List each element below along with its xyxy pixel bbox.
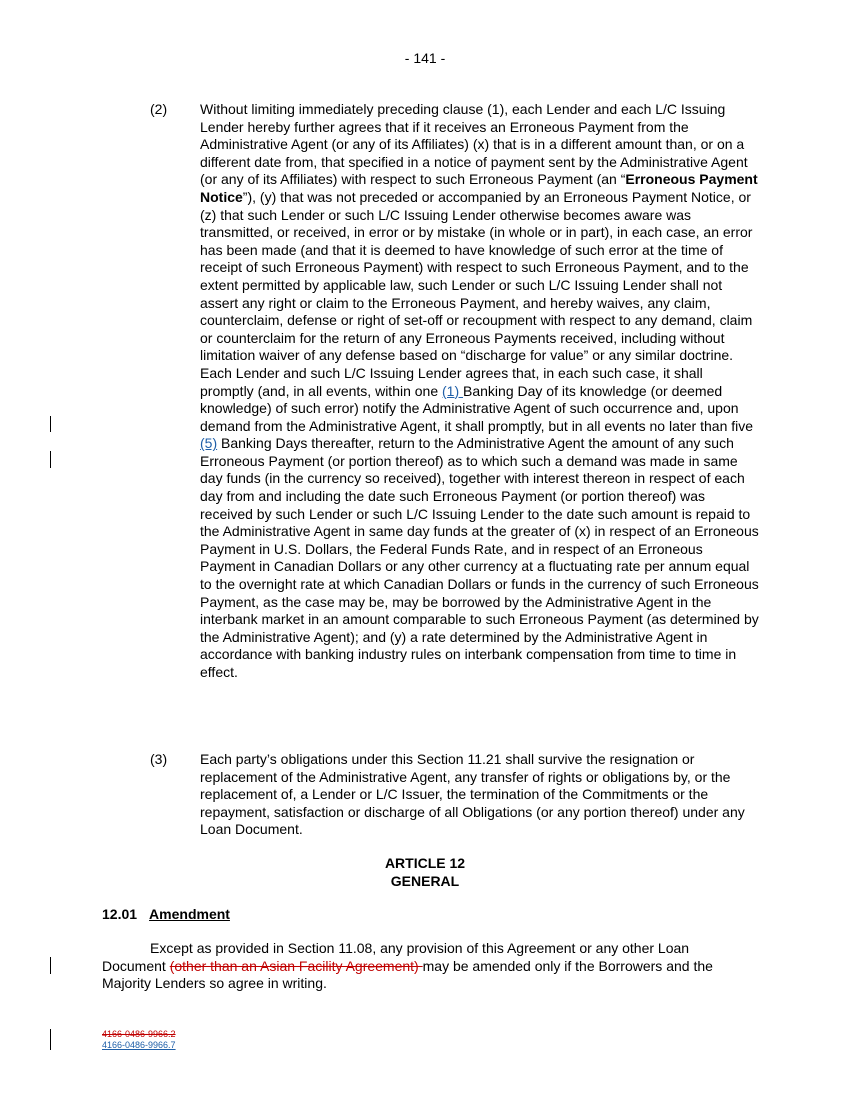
section-number: 12.01: [102, 906, 138, 922]
doc-id-old: 4166-0486-9966.2: [102, 1029, 176, 1039]
inserted-text: (1): [442, 382, 464, 399]
change-bar: [50, 451, 51, 468]
doc-id-new: 4166-0486-9966.7: [102, 1040, 176, 1050]
change-bar: [50, 1029, 51, 1050]
clause-2: [150, 101, 760, 682]
defined-term: Erroneous Payment Notice: [200, 171, 758, 205]
change-bar: [50, 957, 51, 974]
page-number: - 141 -: [404, 50, 446, 66]
article-title: GENERAL: [390, 873, 460, 889]
section-heading: [102, 906, 230, 922]
change-bar: [50, 416, 51, 432]
section-title: Amendment: [149, 906, 230, 922]
clause-text: Banking Day of its knowledge (or deemed knowledge) of such error) notify the Administrative Agent of such occurrence and, upon demand from the Administrative Agent, it shall promptly, but in all events no later than five: [200, 382, 754, 434]
paragraph-text: may be amended only if the Borrowers and the Majority Lenders so agree in writing.: [102, 957, 713, 992]
clause-number: (3): [150, 751, 168, 767]
clause-text: ”), (y) that was not preceded or accompanied by an Erroneous Payment Notice, or (z) that such Lender or such L/C Issuing Lender otherwise becomes aware was transmitted, or received, in error or by mistake (in whole or in part), in each case, an error has been made (and that it is deemed to have knowledge of such error at the time of receipt of such Erroneous Payment) with respect to such Erroneous Payment, and to the extent permitted by applicable law, such Lender or such L/C Issuing Lender shall not assert any right or claim to the Erroneous Payment, and hereby waives, any claim, counterclaim, defense or right of set-off or recoupment with respect to any demand, claim or counterclaim for the return of any Erroneous Payments received, including without limitation waiver of any defense based on “discharge for value” or any similar doctrine. Each Lender and such L/C Issuing Lender agrees that, in each such case, it shall promptly (and, in all events, within one: [200, 188, 753, 399]
deleted-text: (other than an Asian Facility Agreement): [169, 957, 423, 974]
clause-3: [150, 751, 760, 839]
clause-body: [200, 101, 760, 682]
section-paragraph: [102, 940, 752, 993]
clause-text: Without limiting immediately preceding clause (1), each Lender and each L/C Issuing Lender hereby further agrees that if it receives an Erroneous Payment from the Administrative Agent (or any of its Affiliates) (x) that is in a different amount than, or on a different date from, that specified in a notice of payment sent by the Administrative Agent (or any of its Affiliates) with respect to such Erroneous Payment (an “: [200, 101, 748, 188]
inserted-text: (5): [200, 435, 218, 452]
article-number: ARTICLE 12: [384, 855, 466, 871]
article-heading: [0, 854, 850, 890]
document-ids: [102, 1029, 176, 1051]
paragraph-text: Except as provided in Section 11.08, any provision of this Agreement or any other Loan Document: [102, 940, 690, 974]
clause-body: Each party’s obligations under this Section 11.21 shall survive the resignation or replacement of the Administrative Agent, any transfer of rights or obligations by, or the replacement of, a Lender or L/C Issuer, the termination of the Commitments or the repayment, satisfaction or discharge of all Obligations (or any portion thereof) under any Loan Document.: [200, 751, 745, 838]
clause-number: (2): [150, 101, 168, 117]
clause-text: Banking Days thereafter, return to the Administrative Agent the amount of any such Erroneous Payment (or portion thereof) as to which such a demand was made in same day funds (in the currency so received), together with interest thereon in respect of each day from and including the date such Erroneous Payment (or portion thereof) was received by such Lender or such L/C Issuing Lender to the date such amount is repaid to the Administrative Agent in same day funds at the greater of (x) in respect of an Erroneous Payment in U.S. Dollars, the Federal Funds Rate, and in respect of an Erroneous Payment in Canadian Dollars or any other currency at a fluctuating rate per annum equal to the overnight rate at which Canadian Dollars or funds in the currency of such Erroneous Payment, as the case may be, may be borrowed by the Administrative Agent in the interbank market in an amount comparable to such Erroneous Payment (as determined by the Administrative Agent); and (y) a rate determined by the Administrative Agent in accordance with banking industry rules on interbank compensation from time to time in effect.: [200, 435, 759, 680]
